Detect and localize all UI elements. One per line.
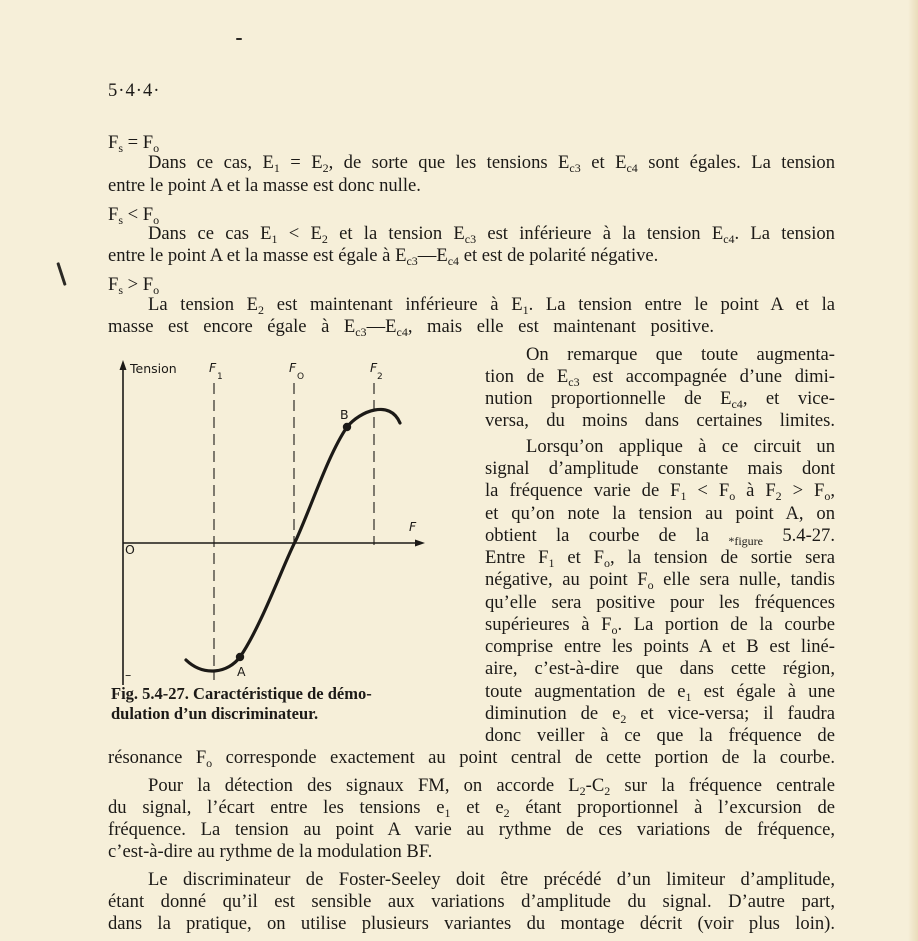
case-equal-line-2 [108,175,835,198]
rc-p1-l4 [485,410,835,433]
rc-p2-l1 [526,436,835,459]
subscript: c4 [626,161,638,175]
text-run: = F [123,132,154,153]
text-run: sur la fréquence centrale [610,775,835,796]
ink-mark [56,262,66,286]
fm-line-4 [108,841,835,864]
subscript: s [118,141,124,155]
text-run: dans la pratique, on utilise plusieurs variantes du montage décrit (voir plus loin). [108,913,835,934]
subscript: c3 [406,254,418,268]
rc-p2-l2 [485,458,835,481]
subscript: 1 [444,806,451,820]
subscript: c3 [568,375,580,389]
case-heading-equal [108,132,159,154]
marker-fo-sub: O [297,372,305,382]
text-run: Pour la détection des signaux FM, on accorde L [148,775,580,796]
text-run: Entre F [485,547,549,568]
text-run: c’est-à-dire au rythme de la modulation BF. [108,841,433,862]
text-run: est égale à une [691,681,835,702]
text-run: et est de polarité négative. [459,245,659,266]
rc-p2-l9 [485,614,835,637]
rc-p2-l3 [485,480,835,503]
text-run: du signal, l’écart entre les tensions e [108,797,445,818]
point-b-dot [343,423,351,431]
rc-p2-l14 [485,725,835,748]
point-b-label: B [340,407,349,422]
text-run: < E [277,223,322,244]
x-axis [123,540,425,547]
text-run: , [830,480,836,501]
subscript: 2 [604,784,611,798]
subscript: o [729,489,736,503]
text-run: . La portion de la courbe [617,614,835,635]
text-run: 5.4-27. [762,525,836,546]
rc-p2-l4 [485,503,835,526]
text-run: Dans ce cas, E [148,152,274,173]
rc-p1-l3 [485,388,835,411]
text-run: et F [554,547,605,568]
text-run: corresponde exactement au point central de cette portion de la courbe. [212,747,835,768]
text-run: , la tension de sortie sera [610,547,835,568]
foster-line-2 [108,891,835,914]
fm-line-1 [148,775,835,798]
text-run: et E [580,152,627,173]
text-run: supérieures à F [485,614,612,635]
subscript: c4 [447,254,460,268]
section-number: 5·4·4· [108,80,161,101]
rc-p2-l12 [485,681,835,704]
text-run: Lorsqu’on applique à ce circuit un [526,436,835,457]
text-run: versa, du moins dans certaines limites. [485,410,835,431]
subscript: 2 [579,784,586,798]
rc-p2-l7 [485,569,835,592]
subscript: 1 [548,556,555,570]
subscript: o [153,283,160,297]
subscript: 2 [775,489,782,503]
text-run: toute augmentation de e [485,681,686,702]
text-run: diminution de e [485,703,621,724]
text-run: est inférieure à la tension E [476,223,724,244]
text-run: La tension E [148,294,259,315]
text-run: fréquence. La tension au point A varie au rythme de ces variations de fréquence, [108,819,835,840]
text-run: nution proportionnelle de E [485,388,732,409]
subscript: 2 [258,303,265,317]
discriminator-characteristic-figure [100,355,440,685]
y-axis-label: Tension [130,361,177,376]
text-run: —E [417,245,448,266]
text-run: , et vice- [742,388,835,409]
fm-line-2 [108,797,835,820]
rc-p1-l2 [485,366,835,389]
subscript: 1 [680,489,687,503]
marker-f1-label: F [209,360,217,375]
case-equal-line-1 [148,152,835,175]
marker-fo-label: F [289,360,297,375]
subscript: c3 [569,161,581,175]
text-run: . La tension [734,223,835,244]
x-axis-label: F [409,519,417,534]
point-a-dot [236,653,244,661]
subscript: o [153,141,160,155]
text-run: -C [585,775,605,796]
case-less-line-1 [148,223,835,246]
text-run: —E [366,316,397,337]
rc-p2-l8 [485,592,835,615]
subscript: c4 [723,232,735,246]
text-run: = E [279,152,323,173]
fm-line-3 [108,819,835,842]
text-run: > F [123,274,154,295]
case-heading-greater [108,274,159,296]
text-run: elle sera nulle, tandis [653,569,835,590]
point-a-label: A [237,664,246,679]
text-run: > F [781,480,825,501]
y-axis [120,360,127,685]
subscript: 2 [620,712,627,726]
text-run: étant donné qu’il est sensible aux variations d’amplitude du signal. D’autre part, [108,891,835,912]
rc-p2-l6 [485,547,835,570]
text-run: entre le point A et la masse est donc nulle. [108,175,421,196]
text-run: comprise entre les points A et B est liné- [485,636,835,657]
text-run: F [108,204,119,225]
text-run: sont égales. La tension [637,152,835,173]
rc-p2-l13 [485,703,835,726]
text-run: résonance F [108,747,207,768]
subscript: c4 [396,325,408,339]
text-run: et vice-versa; il faudra [626,703,835,724]
origin-label: O [125,542,135,557]
subscript: *figure [728,534,763,548]
text-run: F [108,132,119,153]
text-run: < F [686,480,730,501]
subscript: o [647,578,654,592]
subscript: o [824,489,831,503]
text-run: Dans ce cas E [148,223,272,244]
figure-caption [111,684,441,724]
foster-line-3 [108,913,835,936]
subscript: c3 [355,325,367,339]
rc-p2-l10 [485,636,835,659]
case-greater-line-2 [108,316,714,339]
subscript: 1 [273,161,280,175]
subscript: o [604,556,611,570]
subscript: o [611,623,618,637]
text-run: à F [735,480,776,501]
text-run: et la tension E [327,223,465,244]
text-run: F [108,274,119,295]
subscript: s [118,283,124,297]
case-less-line-2 [108,245,835,268]
case-greater-line-1 [148,294,835,317]
marker-f2-sub: 2 [377,372,383,382]
rc-p2-l5 [485,525,835,548]
text-run: entre le point A et la masse est égale à E [108,245,407,266]
text-run: est maintenant inférieure à E [264,294,523,315]
subscript: o [206,756,213,770]
text-run: donc veiller à ce que la fréquence de [485,725,835,746]
marker-f2-label: F [370,360,378,375]
text-run: Le discriminateur de Foster-Seeley doit être précédé d’un limiteur d’amplitude, [148,869,835,890]
subscript: 1 [271,232,278,246]
text-run: , de sorte que les tensions E [328,152,570,173]
rc-p1-l1 [526,344,835,367]
figure-caption-line-1: Fig. 5.4-27. Caractéristique de démo- [111,684,372,703]
text-run: aire, c’est-à-dire que dans cette région, [485,658,835,679]
text-run: négative, au point F [485,569,648,590]
subscript: 1 [685,690,692,704]
minus-label: – [125,667,132,682]
text-run: masse est encore égale à E [108,316,356,337]
text-run: qu’elle sera positive pour les fréquences [485,592,835,613]
marker-f1 [209,360,223,680]
resonance-line [108,747,835,770]
rc-p2-l11 [485,658,835,681]
text-run: On remarque que toute augmenta- [526,344,835,365]
subscript: o [153,213,160,227]
subscript: 2 [503,806,510,820]
text-run: . La tension entre le point A et la [528,294,835,315]
figure-caption-line-2: dulation d’un discriminateur. [111,704,319,723]
marker-f2 [370,360,383,545]
characteristic-curve [186,409,400,671]
text-run: étant proportionnel à l’excursion de [509,797,835,818]
page-edge [908,0,918,941]
text-run: signal d’amplitude constante mais dont [485,458,835,479]
marker-f1-sub: 1 [217,372,223,382]
text-run: et e [450,797,504,818]
foster-line-1 [148,869,835,892]
subscript: 2 [321,232,328,246]
ink-speck [236,38,242,40]
subscript: 2 [322,161,329,175]
text-run: la fréquence varie de F [485,480,681,501]
text-run: obtient la courbe de la [485,525,729,546]
text-run: est accompagnée d’une dimi- [579,366,835,387]
subscript: c4 [731,397,743,411]
text-run: et qu’on note la tension au point A, on [485,503,835,524]
subscript: 1 [522,303,529,317]
marker-fo [289,360,304,545]
text-run: , mais elle est maintenant positive. [407,316,714,337]
subscript: s [118,213,124,227]
text-run: tion de E [485,366,569,387]
text-run: < F [123,204,154,225]
subscript: c3 [464,232,477,246]
